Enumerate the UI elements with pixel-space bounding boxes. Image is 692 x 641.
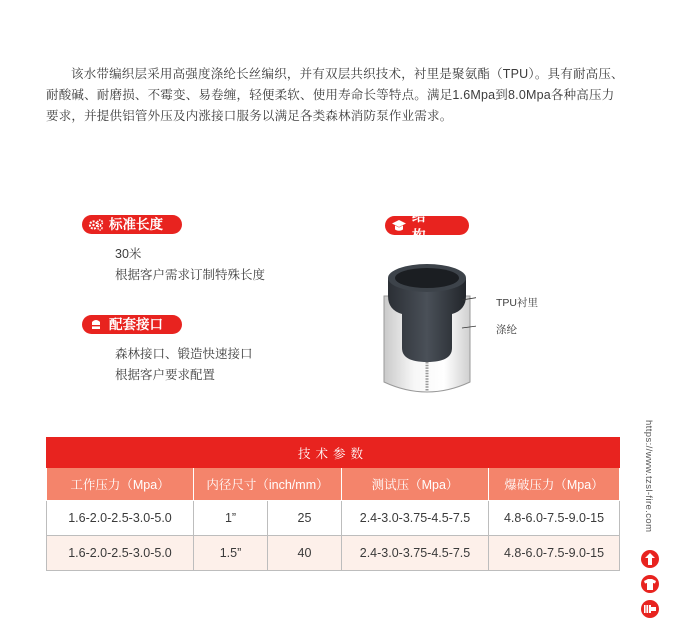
cell-diameter-mm: 40 [268,536,342,571]
cell-burst-pressure: 4.8-6.0-7.5-9.0-15 [489,536,620,571]
connector-note: 根据客户要求配置 [115,368,216,382]
cell-working-pressure: 1.6-2.0-2.5-3.0-5.0 [47,501,194,536]
section-title-label: 标准长度 [109,217,163,232]
section-title-label: 配套接口 [109,317,163,332]
section-title-standard-length [82,215,182,234]
website-url[interactable]: https://www.tzsl-fire.com [643,420,654,533]
cell-test-pressure: 2.4-3.0-3.75-4.5-7.5 [342,501,489,536]
cell-diameter-mm: 25 [268,501,342,536]
cell-burst-pressure: 4.8-6.0-7.5-9.0-15 [489,501,620,536]
header-burst-pressure: 爆破压力（Mpa） [489,468,620,501]
header-inner-diameter: 内径尺寸（inch/mm） [194,468,342,501]
table-row [47,536,620,571]
standard-length-note: 根据客户需求订制特殊长度 [115,268,266,282]
section-title-label: 结 构 [412,208,432,243]
connector-types: 森林接口、锻造快速接口 [115,347,253,361]
tshirt-icon[interactable] [641,575,659,593]
gears-icon [88,217,104,233]
section-title-connector [82,315,182,334]
spec-table [46,437,620,571]
intro-paragraph: 该水带编织层采用高强度涤纶长丝编织，并有双层共织技术，衬里是聚氨酯（TPU）。具有耐高压、耐酸碱、耐磨损、不霉变、易卷缠，轻便柔软、使用寿命长等特点。满足1.6Mpa到8.0Mpa各种高压力要求，并提供铝管外压及内涨接口服务以满足各类森林消防泵作业需求。 [46,66,624,123]
graduation-cap-icon [391,218,407,234]
table-title: 技术参数 [47,438,620,468]
table-title-row [47,438,620,468]
table-header-row [47,468,620,501]
callout-polyester: 涤纶 [496,324,517,336]
standard-length-text [115,244,265,286]
connector-text [115,344,253,386]
header-test-pressure: 测试压（Mpa） [342,468,489,501]
cell-test-pressure: 2.4-3.0-3.75-4.5-7.5 [342,536,489,571]
standard-length-value: 30米 [115,247,142,261]
section-title-structure [385,208,469,243]
coupling-icon [88,317,104,333]
hose-cross-section-illustration [378,250,476,400]
table-row [47,501,620,536]
cell-working-pressure: 1.6-2.0-2.5-3.0-5.0 [47,536,194,571]
header-working-pressure: 工作压力（Mpa） [47,468,194,501]
cell-diameter-inch: 1.5” [194,536,268,571]
hose-reel-icon[interactable] [641,600,659,618]
cell-diameter-inch: 1” [194,501,268,536]
arrow-up-icon[interactable] [641,550,659,568]
callout-tpu-lining: TPU衬里 [496,297,538,309]
